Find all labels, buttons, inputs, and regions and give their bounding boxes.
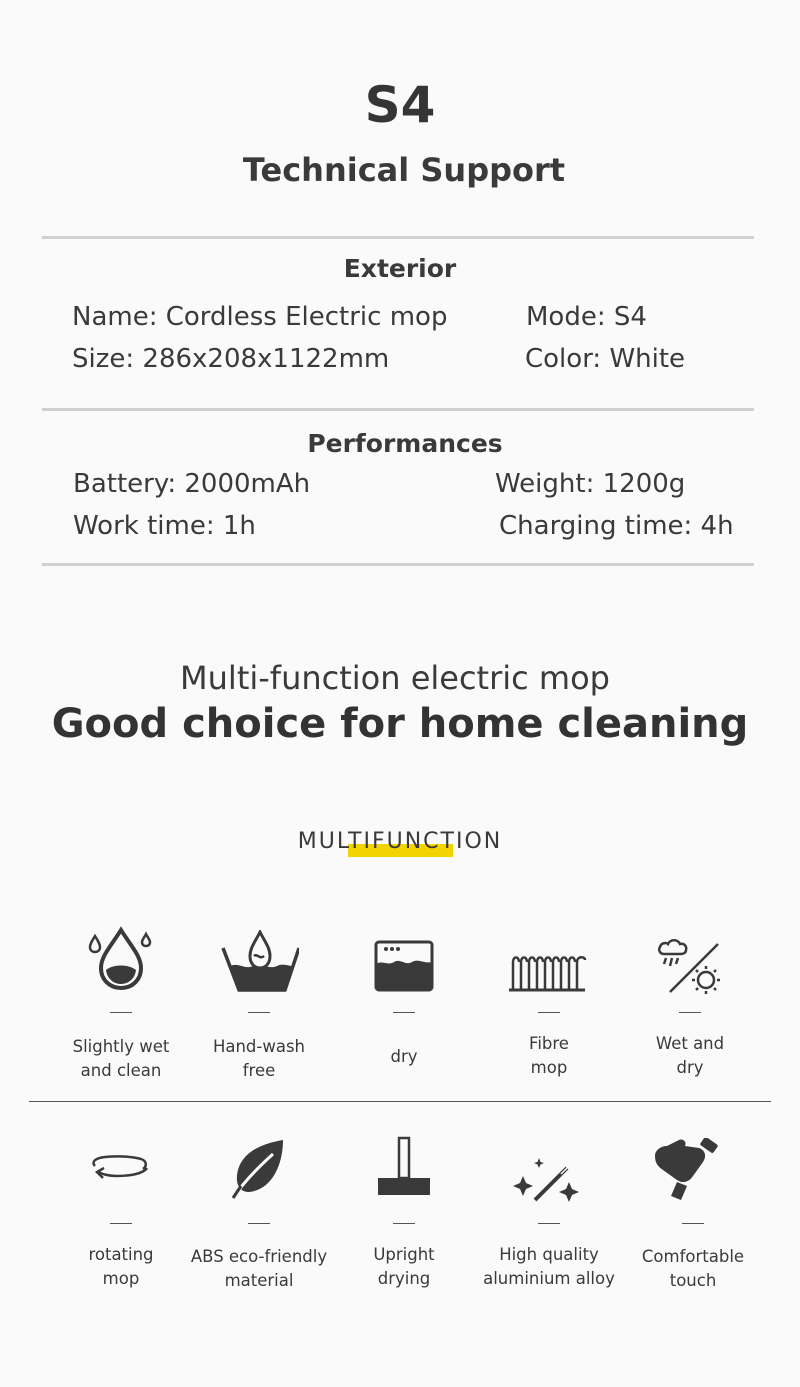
section-rule-bottom: [42, 563, 754, 566]
feature-dash: [110, 1012, 132, 1013]
performances-heading: Performances: [307, 429, 503, 458]
feature-dash: [538, 1223, 560, 1224]
feature-caption: Wet and dry: [655, 1034, 725, 1077]
feature-caption: Upright drying: [373, 1245, 435, 1288]
spec-color: Color: White: [525, 344, 686, 374]
hand-wash-icon: [219, 930, 299, 1002]
spec-size: Size: 286x208x1122mm: [72, 344, 390, 374]
feature-dash: [110, 1223, 132, 1224]
feature-dash: [248, 1223, 270, 1224]
spec-weight: Weight: 1200g: [495, 469, 686, 499]
fibre-comb-icon: [509, 940, 589, 1012]
feature-dash: [248, 1012, 270, 1013]
feature-row-divider: [29, 1101, 771, 1102]
section-rule-middle: [42, 408, 754, 411]
spec-work-time: Work time: 1h: [73, 511, 256, 541]
feature-caption: Hand-wash free: [212, 1037, 306, 1080]
spec-battery: Battery: 2000mAh: [73, 469, 311, 499]
water-drop-icon: [81, 924, 161, 996]
feature-caption: Comfortable touch: [641, 1247, 745, 1290]
spec-charging-time: Charging time: 4h: [499, 511, 734, 541]
leaf-icon: [219, 1136, 299, 1208]
feature-caption: dry: [390, 1047, 418, 1066]
multifunction-label: MULTIFUNCTION: [297, 829, 503, 854]
spec-name: Name: Cordless Electric mop: [72, 302, 448, 332]
feature-dash: [393, 1223, 415, 1224]
exterior-heading: Exterior: [343, 254, 457, 283]
feature-caption: High quality aluminium alloy: [483, 1245, 615, 1288]
spec-mode: Mode: S4: [526, 302, 647, 332]
feature-caption: Slightly wet and clean: [72, 1037, 170, 1080]
weather-wet-dry-icon: [650, 934, 730, 1006]
feature-caption: rotating mop: [88, 1245, 154, 1288]
feature-dash: [679, 1012, 701, 1013]
section-rule-top: [42, 236, 754, 239]
feature-dash: [682, 1223, 704, 1224]
dry-container-icon: [364, 934, 444, 1006]
promo-title: Good choice for home cleaning: [51, 701, 749, 747]
upright-mop-icon: [364, 1136, 444, 1208]
feature-caption: Fibre mop: [529, 1034, 569, 1077]
hand-grip-icon: [653, 1138, 733, 1210]
model-title: S4: [364, 76, 436, 134]
feature-dash: [393, 1012, 415, 1013]
feature-caption: ABS eco-friendly material: [190, 1247, 328, 1290]
technical-support-heading: Technical Support: [242, 151, 566, 189]
sparkle-wand-icon: [509, 1150, 589, 1222]
feature-dash: [538, 1012, 560, 1013]
rotate-icon: [81, 1132, 161, 1204]
promo-subtitle: Multi-function electric mop: [180, 659, 610, 697]
